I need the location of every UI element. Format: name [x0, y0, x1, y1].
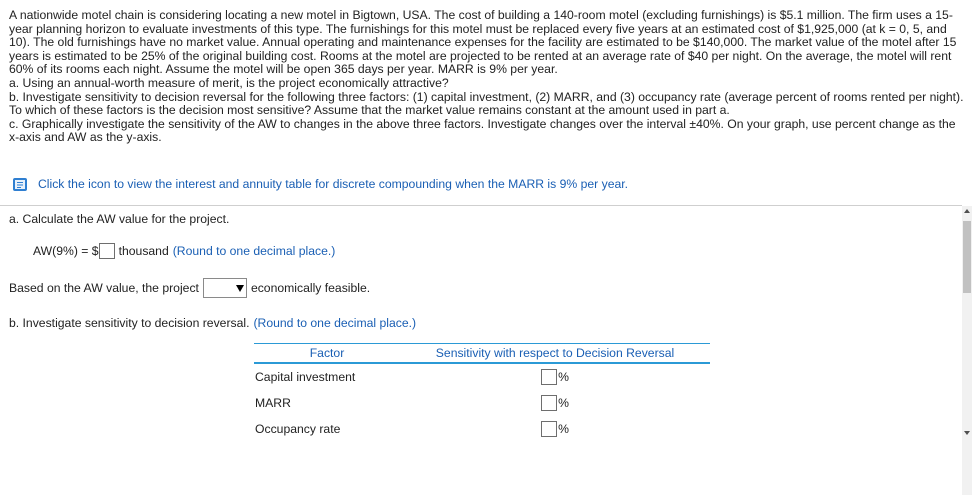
aw-round-hint: (Round to one decimal place.) [172, 244, 336, 258]
feasibility-suffix: economically feasible. [250, 281, 371, 295]
header-sensitivity: Sensitivity with respect to Decision Reversal [400, 344, 710, 364]
sensitivity-cell [400, 421, 710, 437]
dropdown-arrow-icon[interactable] [236, 285, 244, 292]
scroll-down-icon[interactable] [964, 431, 970, 435]
scroll-thumb[interactable] [963, 221, 971, 293]
problem-part-c: c. Graphically investigate the sensitivity of the AW to changes in the above three factors. Investigate changes over the interval ±40%. On your graph, use percent change as the x-axis and AW as the y-axis. [9, 116, 956, 145]
scroll-up-icon[interactable] [964, 209, 970, 213]
factor-cell: Capital investment [255, 370, 356, 384]
part-a-heading-text: a. Calculate the AW value for the project. [9, 212, 230, 226]
aw-answer-row [33, 242, 335, 260]
capital-investment-input[interactable] [541, 369, 557, 385]
table-row [254, 416, 710, 442]
section-divider [0, 205, 962, 206]
marr-input[interactable] [541, 395, 557, 411]
feasibility-row [9, 278, 370, 298]
table-header-row [254, 344, 710, 364]
occupancy-rate-input[interactable] [541, 421, 557, 437]
feasibility-prefix: Based on the AW value, the project [9, 281, 199, 295]
scrollbar[interactable] [962, 206, 972, 495]
problem-statement [9, 9, 964, 145]
sensitivity-cell [400, 369, 710, 385]
aw-value-input[interactable] [99, 243, 115, 259]
sensitivity-table [254, 343, 710, 442]
problem-part-b: b. Investigate sensitivity to decision reversal for the following three factors: (1) capital investment, (2) MARR, and (3) occupancy rate (average percent of rooms rented per night). To which of these factors is the decision most sensitive? Assume that the market value remains constant at the amount used in part a. [9, 89, 964, 118]
aw-label: AW(9%) = $ [33, 244, 99, 258]
part-a-heading [9, 211, 229, 227]
part-b-round-hint: (Round to one decimal place.) [253, 316, 417, 330]
feasibility-dropdown[interactable] [203, 278, 247, 298]
table-row [254, 363, 710, 390]
factor-cell: Occupancy rate [255, 422, 341, 436]
interest-table-link[interactable] [12, 175, 628, 193]
problem-part-a: a. Using an annual-worth measure of merit, is the project economically attractive? [9, 75, 449, 90]
interest-table-link-text[interactable]: Click the icon to view the interest and annuity table for discrete compounding when the MARR is 9% per year. [38, 177, 629, 191]
percent-unit: % [558, 396, 569, 410]
factor-cell: MARR [255, 396, 291, 410]
problem-intro: A nationwide motel chain is considering locating a new motel in Bigtown, USA. The cost of building a 140-room motel (excluding furnishings) is $5.1 million. The firm uses a 15-year planning horizon to evaluate investments of this type. The furnishings for this motel must be replaced every five years at an estimated cost of $1,925,000 (at k = 0, 5, and 10). The old furnishings have no market value. Annual operating and maintenance expenses for the facility are estimated to be $140,000. The market value of the motel after 15 years is estimated to be 25% of the original building cost. Rooms at the motel are projected to be rented at an average rate of $40 per night. On the average, the motel will rent 60% of its rooms each night. Assume the motel will be open 365 days per year. MARR is 9% per year. [9, 8, 957, 77]
table-row [254, 390, 710, 416]
part-b-heading-text: b. Investigate sensitivity to decision reversal. [9, 316, 250, 330]
percent-unit: % [558, 370, 569, 384]
aw-unit: thousand [118, 244, 169, 258]
book-icon[interactable] [12, 177, 29, 192]
sensitivity-cell [400, 395, 710, 411]
header-factor: Factor [254, 344, 400, 364]
part-b-heading [9, 315, 416, 331]
percent-unit: % [558, 422, 569, 436]
